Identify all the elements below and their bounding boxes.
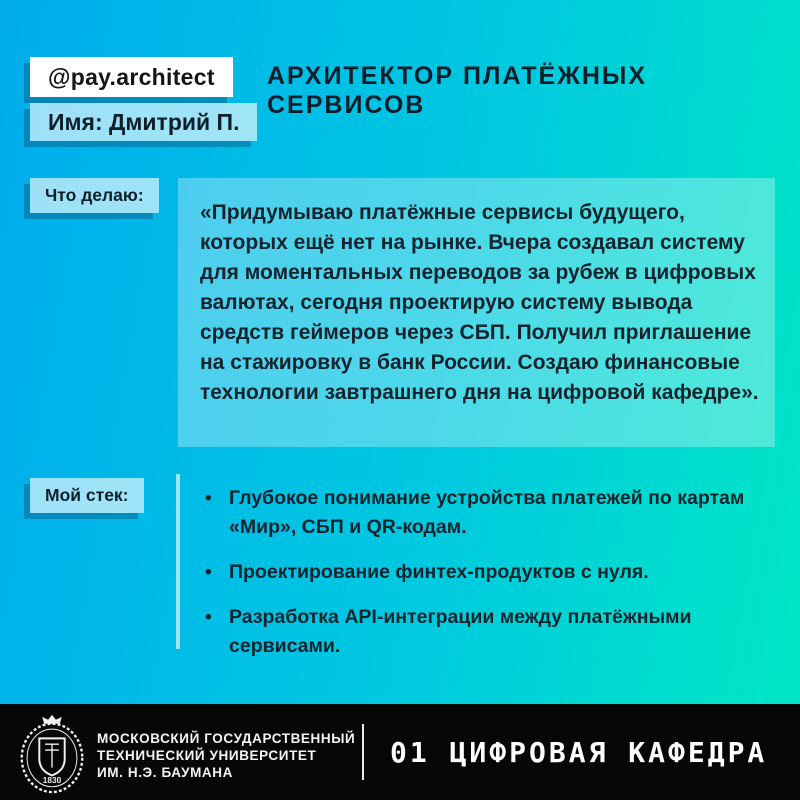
footer-divider <box>362 724 364 780</box>
page-title: АРХИТЕКТОР ПЛАТЁЖНЫХ СЕРВИСОВ <box>267 62 648 119</box>
university-name-line: ИМ. Н.Э. БАУМАНА <box>97 765 233 780</box>
university-name-line: МОСКОВСКИЙ ГОСУДАРСТВЕННЫЙ <box>97 731 356 746</box>
stack-list <box>205 484 770 661</box>
university-name-line: ТЕХНИЧЕСКИЙ УНИВЕРСИТЕТ <box>97 748 317 763</box>
stack-item-text: Глубокое понимание устройства платежей по картам «Мир», СБП и QR-кодам. <box>229 487 745 538</box>
what-i-do-label-text: Что делаю: <box>45 185 144 205</box>
social-handle-badge <box>30 57 233 97</box>
what-i-do-label <box>30 178 159 213</box>
stack-item-text: Разработка API-интеграции между платёжными сервисами. <box>229 606 692 657</box>
bullet-icon <box>205 603 229 661</box>
university-crest-icon <box>16 712 88 794</box>
quote-panel <box>178 178 775 447</box>
university-name <box>97 730 355 781</box>
name-text: Имя: Дмитрий П. <box>48 108 240 135</box>
list-item <box>205 558 770 587</box>
list-item <box>205 603 770 661</box>
name-badge <box>30 103 257 141</box>
bullet-icon <box>205 484 229 542</box>
list-item <box>205 484 770 542</box>
program-title: 01 ЦИФРОВАЯ КАФЕДРА <box>390 736 768 769</box>
logo-year-text: 1830 <box>42 775 62 786</box>
social-handle-text: @pay.architect <box>48 63 215 90</box>
footer-bar <box>0 704 800 800</box>
stack-accent-line <box>176 474 180 649</box>
my-stack-label-text: Мой стек: <box>45 485 129 505</box>
my-stack-label <box>30 478 144 513</box>
bullet-icon <box>205 558 229 587</box>
quote-text: «Придумываю платёжные сервисы будущего, которых ещё нет на рынке. Вчера создавал систему для моментальных переводов за рубеж в цифровых валютах, сегодня проектирую систему вывода средств геймеров через СБП. Получил приглашение на стажировку в банк России. Создаю финансовые технологии завтрашнего дня на цифровой кафедре». <box>200 201 759 404</box>
stack-item-text: Проектирование финтех-продуктов с нуля. <box>229 561 649 583</box>
